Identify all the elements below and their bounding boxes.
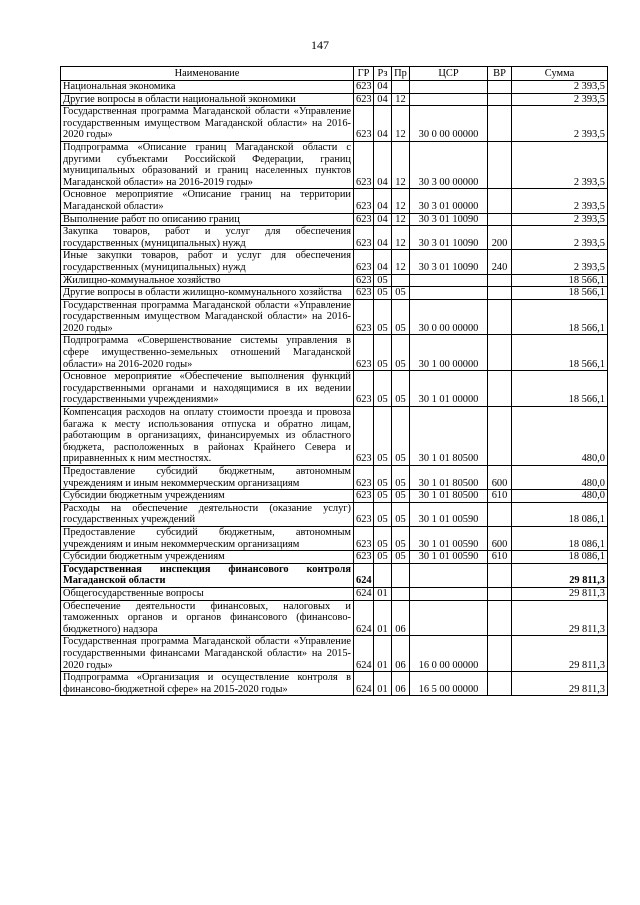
cell-vr [488, 502, 512, 526]
table-row [61, 299, 608, 335]
cell-name: Иные закупки товаров, работ и услуг для обеспечения государственных (муниципальных) нужд [61, 250, 354, 274]
cell-rz: 05 [374, 466, 392, 490]
cell-vr: 600 [488, 526, 512, 550]
table-row [61, 526, 608, 550]
cell-gr: 623 [354, 93, 374, 106]
cell-name: Закупка товаров, работ и услуг для обеспечения государственных (муниципальных) нужд [61, 226, 354, 250]
cell-vr [488, 371, 512, 407]
cell-pr [392, 563, 410, 587]
cell-name: Предоставление субсидий бюджетным, автономным учреждениям и иным некоммерческим организациям [61, 526, 354, 550]
table-row [61, 636, 608, 672]
cell-csr: 30 1 01 80500 [410, 407, 488, 466]
cell-pr: 05 [392, 502, 410, 526]
cell-name: Другие вопросы в области национальной экономики [61, 93, 354, 106]
header-gr: ГР [354, 67, 374, 81]
cell-name: Основное мероприятие «Описание границ на территории Магаданской области» [61, 189, 354, 213]
header-name: Наименование [61, 67, 354, 81]
cell-gr: 623 [354, 141, 374, 188]
table-row [61, 587, 608, 600]
cell-name: Расходы на обеспечение деятельности (оказание услуг) государственных учреждений [61, 502, 354, 526]
cell-name: Государственная программа Магаданской области «Управление государственным имуществом Магаданской области» на 2016-2020 годы» [61, 106, 354, 142]
cell-rz: 04 [374, 189, 392, 213]
cell-sum: 18 566,1 [512, 335, 608, 371]
cell-csr: 30 3 01 10090 [410, 226, 488, 250]
cell-pr: 05 [392, 335, 410, 371]
cell-sum: 2 393,5 [512, 226, 608, 250]
cell-pr: 12 [392, 93, 410, 106]
cell-rz: 05 [374, 490, 392, 503]
cell-gr: 623 [354, 299, 374, 335]
table-row [61, 502, 608, 526]
table-row [61, 213, 608, 226]
cell-pr [392, 587, 410, 600]
cell-vr [488, 335, 512, 371]
cell-sum: 480,0 [512, 490, 608, 503]
cell-sum: 2 393,5 [512, 141, 608, 188]
header-rz: Рз [374, 67, 392, 81]
cell-name: Основное мероприятие «Обеспечение выполнения функций государственными органами и находящимися в их ведении государственными учреждениями» [61, 371, 354, 407]
cell-pr: 05 [392, 287, 410, 300]
table-row [61, 672, 608, 696]
table-row [61, 551, 608, 564]
cell-gr: 623 [354, 371, 374, 407]
cell-sum: 18 566,1 [512, 287, 608, 300]
cell-gr: 623 [354, 81, 374, 94]
header-sum: Сумма [512, 67, 608, 81]
table-row [61, 600, 608, 636]
cell-name: Государственная инспекция финансового контроля Магаданской области [61, 563, 354, 587]
cell-gr: 624 [354, 600, 374, 636]
cell-csr [410, 274, 488, 287]
cell-gr: 624 [354, 563, 374, 587]
header-vr: ВР [488, 67, 512, 81]
table-row [61, 371, 608, 407]
table-row [61, 226, 608, 250]
cell-rz: 04 [374, 250, 392, 274]
table-row [61, 93, 608, 106]
cell-gr: 623 [354, 490, 374, 503]
cell-vr [488, 636, 512, 672]
cell-csr [410, 81, 488, 94]
table-row [61, 189, 608, 213]
table-header-row [61, 67, 608, 81]
cell-name: Другие вопросы в области жилищно-коммунального хозяйства [61, 287, 354, 300]
cell-csr: 30 3 01 00000 [410, 189, 488, 213]
cell-csr: 30 1 01 00590 [410, 502, 488, 526]
table-row [61, 106, 608, 142]
cell-rz: 05 [374, 407, 392, 466]
table-row [61, 81, 608, 94]
cell-gr: 623 [354, 274, 374, 287]
cell-sum: 2 393,5 [512, 106, 608, 142]
cell-rz: 05 [374, 274, 392, 287]
cell-gr: 623 [354, 551, 374, 564]
header-pr: Пр [392, 67, 410, 81]
cell-gr: 623 [354, 189, 374, 213]
cell-name: Государственная программа Магаданской области «Управление государственным имуществом Магаданской области» на 2016-2020 годы» [61, 299, 354, 335]
cell-rz: 04 [374, 81, 392, 94]
cell-sum: 2 393,5 [512, 189, 608, 213]
cell-vr [488, 213, 512, 226]
table-row [61, 287, 608, 300]
cell-rz: 05 [374, 551, 392, 564]
cell-pr [392, 274, 410, 287]
cell-pr: 12 [392, 226, 410, 250]
cell-gr: 623 [354, 466, 374, 490]
cell-vr [488, 287, 512, 300]
cell-gr: 624 [354, 672, 374, 696]
cell-rz: 04 [374, 93, 392, 106]
cell-sum: 2 393,5 [512, 250, 608, 274]
cell-csr [410, 563, 488, 587]
cell-vr [488, 600, 512, 636]
cell-vr [488, 141, 512, 188]
cell-sum: 18 566,1 [512, 274, 608, 287]
cell-rz: 05 [374, 502, 392, 526]
cell-vr [488, 672, 512, 696]
cell-vr [488, 274, 512, 287]
cell-pr: 12 [392, 189, 410, 213]
cell-vr: 610 [488, 490, 512, 503]
cell-name: Подпрограмма «Совершенствование системы управления в сфере имущественно-земельных отношений Магаданской области» на 2016-2020 годы» [61, 335, 354, 371]
cell-name: Обеспечение деятельности финансовых, налоговых и таможенных органов и органов финансового (финансово-бюджетного) надзора [61, 600, 354, 636]
cell-csr: 30 0 00 00000 [410, 299, 488, 335]
cell-vr [488, 106, 512, 142]
table-row [61, 141, 608, 188]
cell-sum: 480,0 [512, 466, 608, 490]
cell-name: Национальная экономика [61, 81, 354, 94]
cell-csr [410, 287, 488, 300]
cell-vr [488, 189, 512, 213]
cell-pr: 12 [392, 141, 410, 188]
cell-sum: 18 566,1 [512, 299, 608, 335]
cell-csr [410, 587, 488, 600]
table-row [61, 490, 608, 503]
cell-vr [488, 563, 512, 587]
cell-vr: 610 [488, 551, 512, 564]
cell-vr: 240 [488, 250, 512, 274]
cell-pr: 06 [392, 600, 410, 636]
cell-pr: 05 [392, 299, 410, 335]
cell-name: Общегосударственные вопросы [61, 587, 354, 600]
cell-sum: 18 086,1 [512, 551, 608, 564]
cell-csr: 16 0 00 00000 [410, 636, 488, 672]
cell-rz: 04 [374, 226, 392, 250]
cell-pr: 06 [392, 672, 410, 696]
cell-rz: 01 [374, 672, 392, 696]
cell-rz: 01 [374, 587, 392, 600]
cell-name: Государственная программа Магаданской области «Управление государственными финансами Магаданской области» на 2015-2020 годы» [61, 636, 354, 672]
page-number: 147 [311, 38, 329, 52]
cell-csr: 30 3 01 10090 [410, 250, 488, 274]
cell-rz [374, 563, 392, 587]
cell-gr: 623 [354, 226, 374, 250]
cell-name: Предоставление субсидий бюджетным, автономным учреждениям и иным некоммерческим организациям [61, 466, 354, 490]
cell-csr: 30 1 01 00000 [410, 371, 488, 407]
cell-rz: 05 [374, 526, 392, 550]
cell-sum: 18 086,1 [512, 502, 608, 526]
cell-gr: 623 [354, 250, 374, 274]
cell-rz: 04 [374, 141, 392, 188]
cell-vr [488, 81, 512, 94]
cell-rz: 04 [374, 106, 392, 142]
cell-pr: 05 [392, 371, 410, 407]
cell-pr: 12 [392, 250, 410, 274]
cell-gr: 623 [354, 287, 374, 300]
cell-gr: 623 [354, 526, 374, 550]
cell-pr: 05 [392, 490, 410, 503]
cell-gr: 623 [354, 213, 374, 226]
cell-name: Жилищно-коммунальное хозяйство [61, 274, 354, 287]
cell-name: Субсидии бюджетным учреждениям [61, 490, 354, 503]
cell-csr: 16 5 00 00000 [410, 672, 488, 696]
cell-sum: 2 393,5 [512, 93, 608, 106]
cell-sum: 29 811,3 [512, 636, 608, 672]
header-csr: ЦСР [410, 67, 488, 81]
cell-rz: 01 [374, 636, 392, 672]
cell-csr: 30 3 01 10090 [410, 213, 488, 226]
cell-gr: 623 [354, 502, 374, 526]
cell-sum: 29 811,3 [512, 563, 608, 587]
cell-rz: 01 [374, 600, 392, 636]
cell-pr: 12 [392, 106, 410, 142]
cell-rz: 04 [374, 213, 392, 226]
cell-sum: 29 811,3 [512, 672, 608, 696]
cell-sum: 29 811,3 [512, 600, 608, 636]
table-row [61, 563, 608, 587]
cell-pr: 12 [392, 213, 410, 226]
cell-csr: 30 3 00 00000 [410, 141, 488, 188]
cell-csr: 30 1 01 80500 [410, 466, 488, 490]
cell-name: Подпрограмма «Описание границ Магаданской области с другими субъектами Российской Федерации, границ муниципальных образований и границ населенных пунктов Магаданской области» на 2016-2019 годы» [61, 141, 354, 188]
table-row [61, 250, 608, 274]
table-row [61, 335, 608, 371]
table-row [61, 407, 608, 466]
cell-name: Выполнение работ по описанию границ [61, 213, 354, 226]
cell-vr: 600 [488, 466, 512, 490]
cell-sum: 29 811,3 [512, 587, 608, 600]
budget-table [60, 66, 608, 696]
cell-name: Субсидии бюджетным учреждениям [61, 551, 354, 564]
cell-sum: 2 393,5 [512, 213, 608, 226]
cell-vr [488, 93, 512, 106]
cell-sum: 2 393,5 [512, 81, 608, 94]
cell-csr: 30 0 00 00000 [410, 106, 488, 142]
cell-sum: 480,0 [512, 407, 608, 466]
cell-csr [410, 600, 488, 636]
cell-sum: 18 086,1 [512, 526, 608, 550]
cell-csr: 30 1 01 80500 [410, 490, 488, 503]
cell-vr [488, 299, 512, 335]
cell-gr: 623 [354, 335, 374, 371]
cell-csr: 30 1 01 00590 [410, 551, 488, 564]
cell-gr: 624 [354, 636, 374, 672]
cell-sum: 18 566,1 [512, 371, 608, 407]
cell-rz: 05 [374, 371, 392, 407]
table-row [61, 274, 608, 287]
cell-vr [488, 407, 512, 466]
cell-name: Компенсация расходов на оплату стоимости проезда и провоза багажа к месту использования отпуска и обратно лицам, работающим в организациях, финансируемых из областного бюджета, расположенных в районах Крайнего Севера и приравненных к ним местностях. [61, 407, 354, 466]
cell-gr: 624 [354, 587, 374, 600]
table-row [61, 466, 608, 490]
cell-pr: 05 [392, 407, 410, 466]
cell-gr: 623 [354, 407, 374, 466]
cell-csr: 30 1 00 00000 [410, 335, 488, 371]
cell-csr: 30 1 01 00590 [410, 526, 488, 550]
cell-rz: 05 [374, 299, 392, 335]
cell-pr: 06 [392, 636, 410, 672]
cell-rz: 05 [374, 335, 392, 371]
cell-gr: 623 [354, 106, 374, 142]
cell-vr [488, 587, 512, 600]
cell-pr: 05 [392, 466, 410, 490]
cell-pr: 05 [392, 551, 410, 564]
cell-pr [392, 81, 410, 94]
cell-csr [410, 93, 488, 106]
cell-pr: 05 [392, 526, 410, 550]
cell-vr: 200 [488, 226, 512, 250]
cell-name: Подпрограмма «Организация и осуществление контроля в финансово-бюджетной сфере» на 2015-2020 годы» [61, 672, 354, 696]
cell-rz: 05 [374, 287, 392, 300]
